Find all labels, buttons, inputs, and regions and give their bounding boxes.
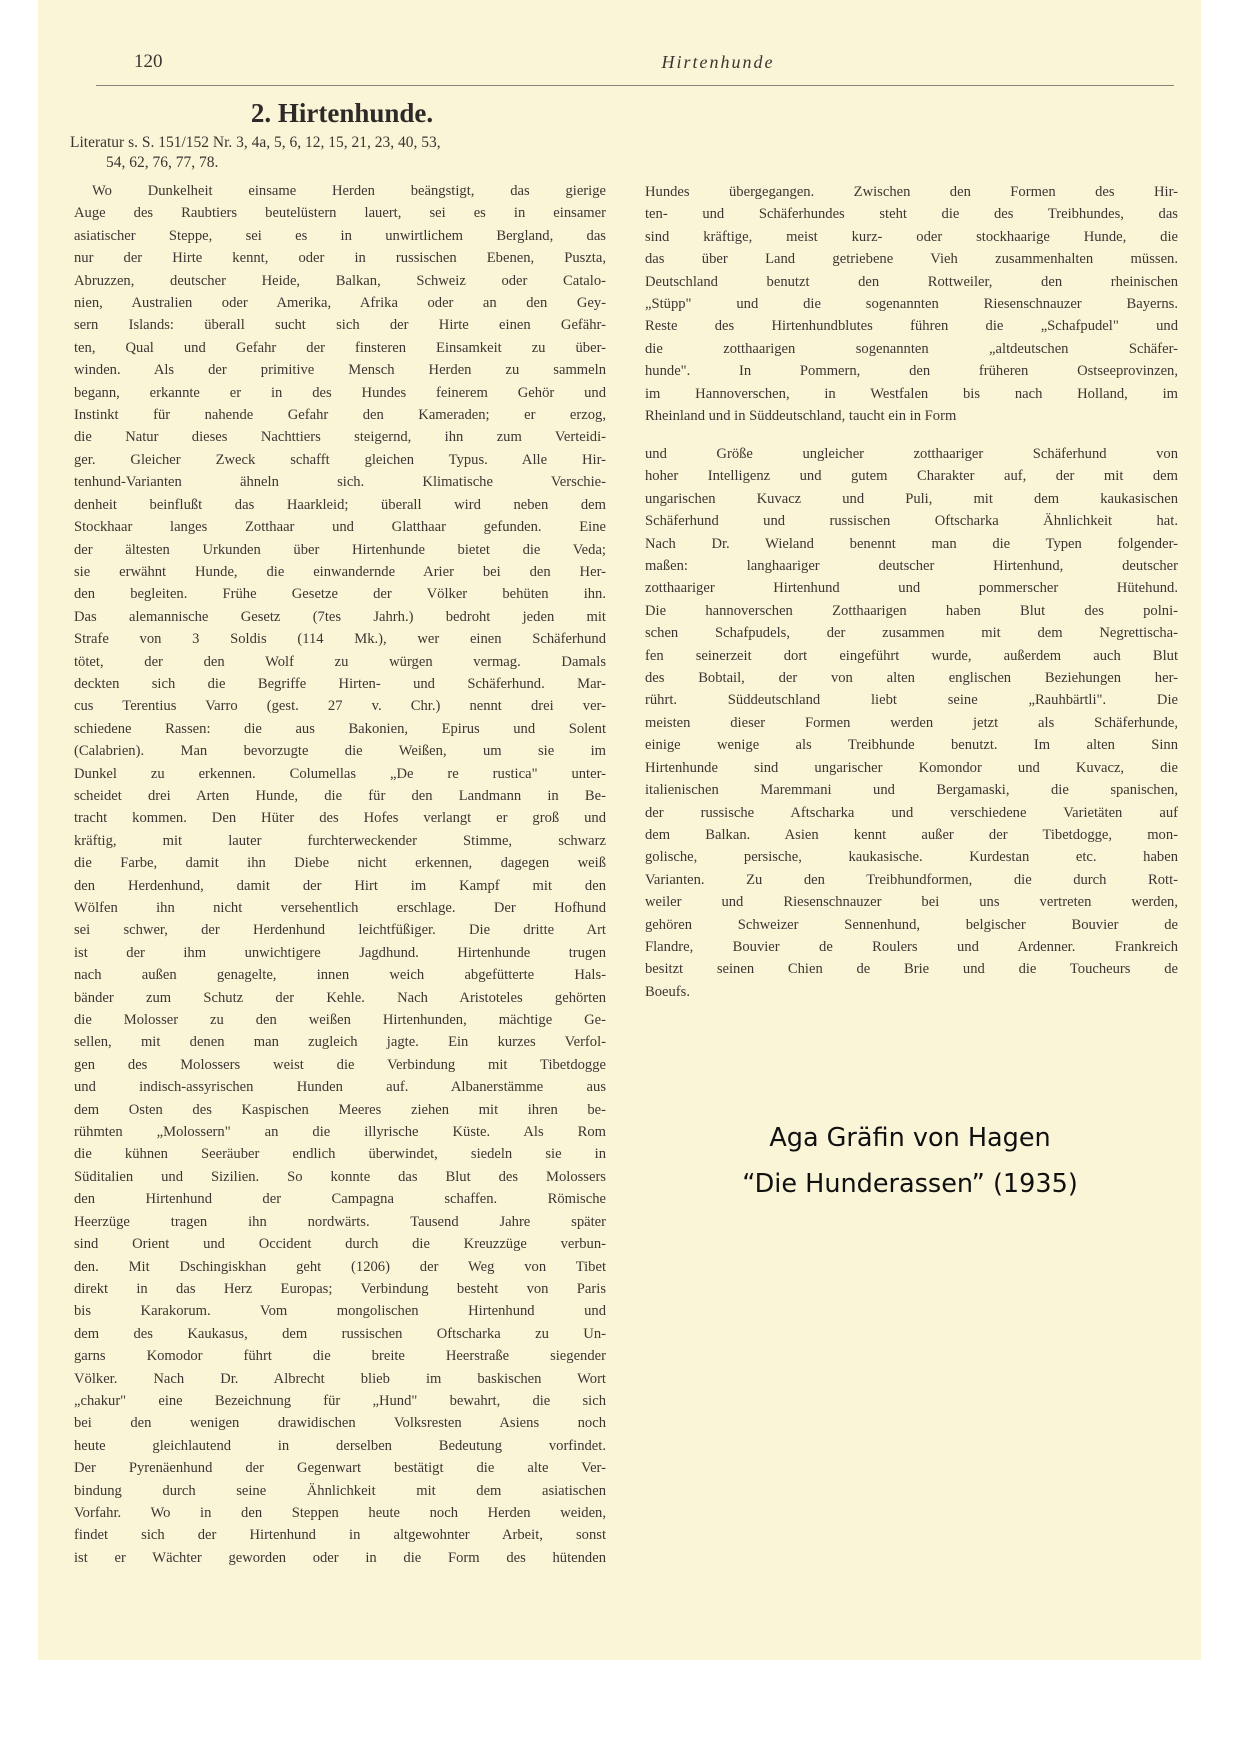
- text-line: dem Balkan. Asien kennt außer der Tibetdogge, mon-: [645, 826, 1178, 843]
- text-line: bindung durch seine Ähnlichkeit mit dem asiatischen: [74, 1482, 606, 1499]
- text-line: Das alemannische Gesetz (7tes Jahrh.) bedroht jeden mit: [74, 608, 606, 625]
- text-line: den Herdenhund, damit der Hirt im Kampf mit den: [74, 877, 606, 894]
- text-line: direkt in das Herz Europas; Verbindung besteht von Paris: [74, 1280, 606, 1297]
- text-line: der russische Aftscharka und verschiedene Varietäten auf: [645, 804, 1178, 821]
- text-line: und indisch-assyrischen Hunden auf. Albanerstämme aus: [74, 1079, 606, 1096]
- text-line: Völker. Nach Dr. Albrecht blieb im baskischen Wort: [74, 1370, 606, 1387]
- text-line: sern Islands: überall sucht sich der Hirte einen Gefähr-: [74, 317, 606, 334]
- text-line: den begleiten. Frühe Gesetze der Völker behüten ihn.: [74, 586, 606, 603]
- text-line: die kühnen Seeräuber endlich überwindet, siedeln sie in: [74, 1146, 606, 1163]
- attribution-caption: [640, 1115, 1180, 1207]
- text-line: italienischen Maremmani und Bergamaski, die spanischen,: [645, 782, 1178, 799]
- text-line: Wo Dunkelheit einsame Herden beängstigt, das gierige: [92, 183, 606, 199]
- text-line: Stockhaar langes Zotthaar und Glatthaar gefunden. Eine: [74, 519, 606, 536]
- text-line: Auge des Raubtiers beutelüstern lauert, sei es in einsamer: [74, 205, 606, 222]
- text-line: findet sich der Hirtenhund in altgewohnter Arbeit, sonst: [74, 1527, 606, 1544]
- text-line: Heerzüge tragen ihn nordwärts. Tausend Jahre später: [74, 1213, 606, 1230]
- text-line: tötet, der den Wolf zu würgen vermag. Damals: [74, 653, 606, 670]
- text-line: nach außen genagelte, innen weich abgefütterte Hals-: [74, 967, 606, 984]
- text-line: Hundes übergegangen. Zwischen den Formen des Hir-: [645, 184, 1178, 200]
- text-line: rühmten „Molossern" an die illyrische Küste. Als Rom: [74, 1124, 606, 1141]
- text-line: Die hannoverschen Zotthaarigen haben Blut des polni-: [645, 602, 1178, 619]
- text-column-left: [74, 180, 606, 1569]
- text-line: winden. Als der primitive Mensch Herden zu sammeln: [74, 362, 606, 379]
- literature-line: Literatur s. S. 151/152 Nr. 3, 4a, 5, 6, 12, 15, 21, 23, 40, 53,: [70, 134, 441, 151]
- text-line: denheit beinflußt das Haarkleid; überall wird neben dem: [74, 496, 606, 513]
- text-line: die zotthaarigen sogenannten „altdeutschen Schäfer-: [645, 340, 1178, 357]
- text-line: sind kräftige, meist kurz- oder stockhaarige Hunde, die: [645, 228, 1178, 245]
- text-line: Deutschland benutzt den Rottweiler, den rheinischen: [645, 273, 1178, 290]
- caption-work: “Die Hunderassen” (1935): [742, 1169, 1078, 1199]
- text-line: asiatischer Steppe, sei es in unwirtlichem Bergland, das: [74, 227, 606, 244]
- text-line: im Hannoverschen, in Westfalen bis nach Holland, im: [645, 385, 1178, 402]
- text-line: das über Land getriebene Vieh zusammenhalten müssen.: [645, 251, 1178, 268]
- text-line: meisten dieser Formen werden jetzt als Schäferhunde,: [645, 714, 1178, 731]
- text-line: ungarischen Kuvacz und Puli, mit dem kaukasischen: [645, 490, 1178, 507]
- text-line: hunde". In Pommern, den früheren Ostseeprovinzen,: [645, 363, 1178, 380]
- text-line: die Farbe, damit ihn Diebe nicht erkennen, dagegen weiß: [74, 855, 606, 872]
- running-head: Hirtenhunde: [661, 52, 775, 72]
- page-number: 120: [134, 51, 163, 72]
- text-line: Flandre, Bouvier de Roulers und Ardenner. Frankreich: [645, 938, 1178, 955]
- text-line: die Molosser zu den weißen Hirtenhunden, mächtige Ge-: [74, 1012, 606, 1029]
- text-line: nien, Australien oder Amerika, Afrika oder an den Gey-: [74, 295, 606, 312]
- text-line: Dunkel zu erkennen. Columellas „De re rustica" unter-: [74, 765, 606, 782]
- text-line: Hirtenhunde sind ungarischer Komondor und Kuvacz, die: [645, 759, 1178, 776]
- text-line: hoher Intelligenz und gutem Charakter auf, der mit dem: [645, 468, 1178, 485]
- text-line: besitzt seinen Chien de Brie und die Toucheurs de: [645, 961, 1178, 978]
- text-line: tracht kommen. Den Hüter des Hofes verlangt er groß und: [74, 810, 606, 827]
- text-line: des Bobtail, der von alten englischen Beziehungen her-: [645, 670, 1178, 687]
- text-line: Wölfen ihn nicht versehentlich erschlage. Der Hofhund: [74, 900, 606, 916]
- section-title: 2. Hirtenhunde.: [250, 98, 434, 128]
- text-line: garns Komodor führt die breite Heerstraße siegender: [74, 1348, 606, 1365]
- text-line: Süditalien und Sizilien. So konnte das Blut des Molossers: [74, 1168, 606, 1185]
- text-line: sie erwähnt Hunde, die einwandernde Arier bei den Her-: [74, 563, 606, 580]
- text-line: „chakur" eine Bezeichnung für „Hund" bewahrt, die sich: [74, 1392, 606, 1409]
- text-line: weiler und Riesenschnauzer bei uns vertreten werden,: [645, 894, 1178, 911]
- text-line: bänder zum Schutz der Kehle. Nach Aristoteles gehörten: [74, 989, 606, 1006]
- text-line: einige wenige als Treibhunde benutzt. Im alten Sinn: [645, 737, 1178, 754]
- text-line: ist er Wächter geworden oder in die Form des hütenden: [74, 1549, 606, 1566]
- text-line: Abruzzen, deutscher Heide, Balkan, Schweiz oder Catalo-: [74, 272, 606, 289]
- text-line: ten- und Schäferhundes steht die des Treibhundes, das: [645, 206, 1178, 223]
- text-line: maßen: langhaariger deutscher Hirtenhund, deutscher: [645, 558, 1178, 575]
- literature-reference: [70, 133, 610, 173]
- text-line: und Größe ungleicher zotthaariger Schäferhund von: [645, 446, 1178, 462]
- text-line: deckten sich die Begriffe Hirten- und Schäferhund. Mar-: [74, 675, 606, 692]
- text-line: Boeufs.: [645, 983, 690, 1000]
- text-line: Reste des Hirtenhundblutes führen die „Schafpudel" und: [645, 318, 1178, 335]
- text-line: Rheinland und in Süddeutschland, taucht ein in Form: [645, 408, 957, 425]
- text-line: Vorfahr. Wo in den Steppen heute noch Herden weiden,: [74, 1504, 606, 1521]
- text-line: bei den wenigen drawidischen Volksresten Asiens noch: [74, 1415, 606, 1432]
- text-line: der ältesten Urkunden über Hirtenhunde bietet die Veda;: [74, 541, 606, 558]
- text-line: Instinkt für nahende Gefahr den Kameraden; er erzog,: [74, 407, 606, 424]
- text-line: rührt. Süddeutschland liebt seine „Rauhbärtli". Die: [645, 692, 1178, 709]
- caption-author: Aga Gräfin von Hagen: [769, 1123, 1051, 1153]
- text-column-right-top: [645, 181, 1178, 427]
- text-line: gehören Schweizer Sennenhund, belgischer Bouvier de: [645, 916, 1178, 933]
- text-line: gen des Molossers weist die Verbindung mit Tibetdogge: [74, 1056, 606, 1073]
- text-line: fen seinerzeit dort eingeführt wurde, außerdem auch Blut: [645, 647, 1178, 664]
- text-column-right-bottom: [645, 443, 1178, 1003]
- text-line: den. Mit Dschingiskhan geht (1206) der Weg von Tibet: [74, 1258, 606, 1275]
- text-line: ist der ihm unwichtigere Jagdhund. Hirtenhunde trugen: [74, 944, 606, 961]
- text-line: heute gleichlautend in derselben Bedeutung vorfindet.: [74, 1437, 606, 1454]
- text-line: Nach Dr. Wieland benennt man die Typen folgender-: [645, 535, 1178, 552]
- text-line: sei schwer, der Herdenhund leichtfüßiger. Die dritte Art: [74, 922, 606, 939]
- text-line: kräftig, mit lauter furchterweckender Stimme, schwarz: [74, 832, 606, 849]
- text-line: sellen, mit denen man zugleich jagte. Ein kurzes Verfol-: [74, 1034, 606, 1051]
- text-line: tenhund-Varianten ähneln sich. Klimatische Verschie-: [74, 474, 606, 491]
- text-line: golische, persische, kaukasische. Kurdestan etc. haben: [645, 849, 1178, 866]
- text-line: den Hirtenhund der Campagna schaffen. Römische: [74, 1191, 606, 1208]
- text-line: sind Orient und Occident durch die Kreuzzüge verbun-: [74, 1236, 606, 1253]
- text-line: schiedene Rassen: die aus Bakonien, Epirus und Solent: [74, 720, 606, 737]
- text-line: schen Schafpudels, der zusammen mit dem Negrettischa-: [645, 625, 1178, 642]
- text-line: cus Terentius Varro (gest. 27 v. Chr.) nennt drei ver-: [74, 698, 606, 715]
- header-rule: [96, 85, 1174, 86]
- text-line: Der Pyrenäenhund der Gegenwart bestätigt die alte Ver-: [74, 1460, 606, 1477]
- literature-line: 54, 62, 76, 77, 78.: [106, 154, 219, 171]
- text-line: Strafe von 3 Soldis (114 Mk.), wer einen Schäferhund: [74, 631, 606, 648]
- text-line: Varianten. Zu den Treibhundformen, die durch Rott-: [645, 871, 1178, 888]
- text-line: Schäferhund und russischen Oftscharka Ähnlichkeit hat.: [645, 513, 1178, 530]
- text-line: ten, Qual und Gefahr der finsteren Einsamkeit zu über-: [74, 339, 606, 356]
- text-line: dem des Kaukasus, dem russischen Oftscharka zu Un-: [74, 1325, 606, 1342]
- text-line: dem Osten des Kaspischen Meeres ziehen mit ihren be-: [74, 1101, 606, 1118]
- text-line: bis Karakorum. Vom mongolischen Hirtenhund und: [74, 1303, 606, 1320]
- text-line: zotthaariger Hirtenhund und pommerscher Hütehund.: [645, 580, 1178, 597]
- text-line: begann, erkannte er in des Hundes feinerem Gehör und: [74, 384, 606, 401]
- text-line: die Natur dieses Nachttiers steigernd, ihn zum Verteidi-: [74, 429, 606, 446]
- text-line: (Calabrien). Man bevorzugte die Weißen, um sie im: [74, 743, 606, 760]
- text-line: nur der Hirte kennt, oder in russischen Ebenen, Puszta,: [74, 250, 606, 267]
- text-line: ger. Gleicher Zweck schafft gleichen Typus. Alle Hir-: [74, 451, 606, 468]
- text-line: „Stüpp" und die sogenannten Riesenschnauzer Bayerns.: [645, 296, 1178, 313]
- text-line: scheidet drei Arten Hunde, die für den Landmann in Be-: [74, 787, 606, 804]
